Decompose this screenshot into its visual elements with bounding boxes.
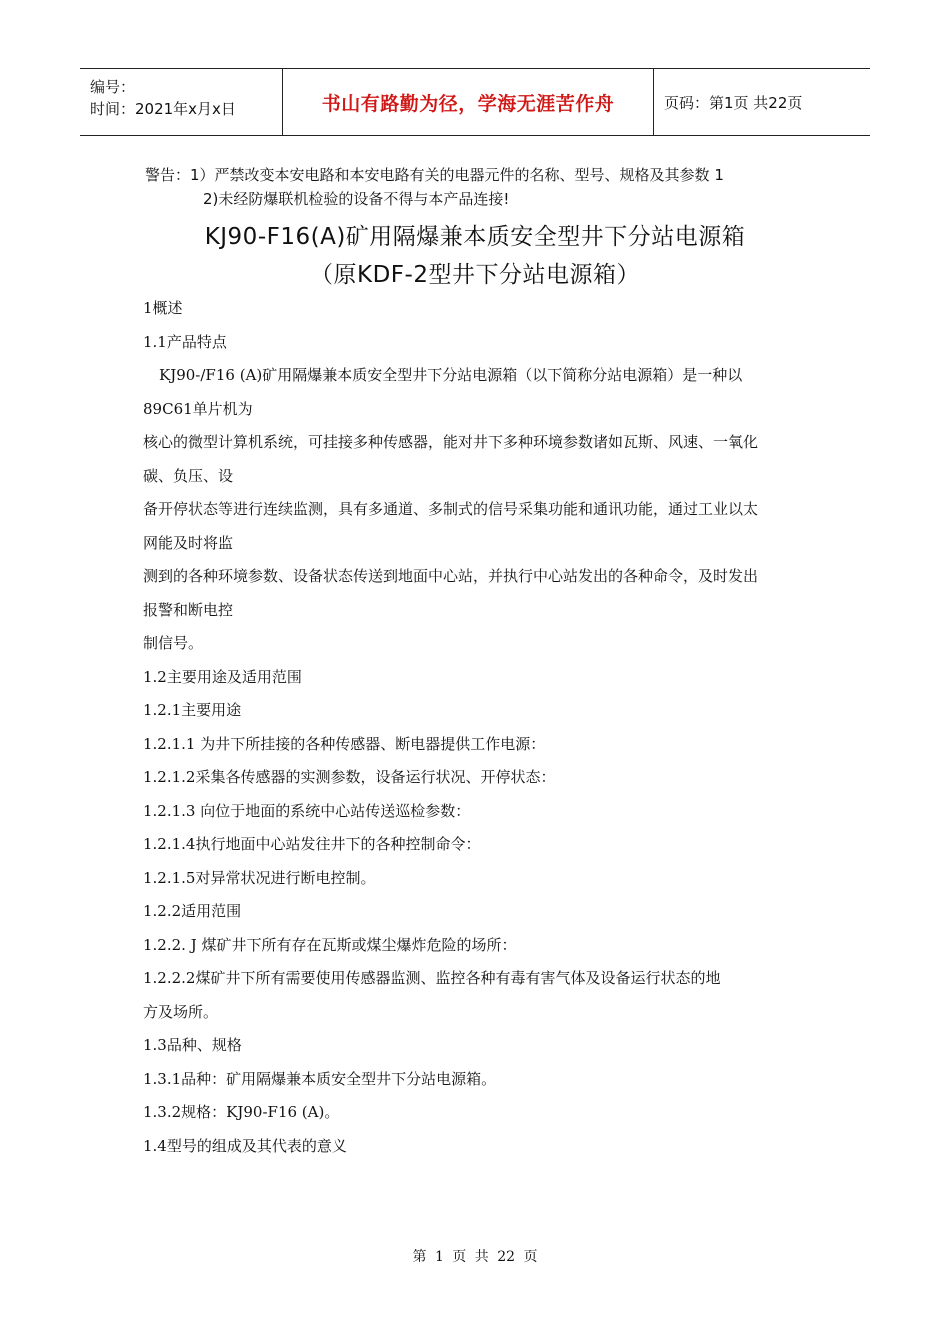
paragraph-line: 1.2.2. J 煤矿井下所有存在瓦斯或煤尘爆炸危险的场所：	[143, 935, 517, 954]
document-title: KJ90-F16(A)矿用隔爆兼本质安全型井下分站电源箱	[204, 224, 746, 250]
paragraph-line: KJ90-/F16 (A)矿用隔爆兼本质安全型井下分站电源箱（以下简称分站电源箱）是一种以	[159, 366, 743, 384]
paragraph-line: 1.2.2.2煤矿井下所有需要使用传感器监测、监控各种有毒有害气体及设备运行状态的地	[143, 969, 721, 987]
paragraph-line: 1.2主要用途及适用范围	[143, 667, 302, 686]
paragraph-line: 1.2.2适用范围	[143, 902, 242, 920]
paragraph-line: 1.3品种、规格	[143, 1036, 242, 1054]
paragraph-line: 1.3.2规格：KJ90-F16 (A)。	[143, 1103, 340, 1121]
page-info: 页码：第1页 共22页	[664, 93, 803, 112]
paragraph-line: 测到的各种环境参数、设备状态传送到地面中心站，并执行中心站发出的各种命令，及时发出	[143, 567, 759, 585]
paragraph-line: 碳、负压、设	[143, 466, 234, 485]
paragraph-line: 核心的微型计算机系统，可挂接多种传感器，能对井下多种环境参数诸如瓦斯、风速、一氧化	[143, 433, 759, 451]
paragraph-line: 报警和断电控	[143, 600, 234, 619]
header-page-cell	[654, 69, 870, 135]
paragraph-line: 1.2.1.1 为井下所挂接的各种传感器、断电器提供工作电源：	[143, 734, 546, 753]
page-footer: 第 1 页 共 22 页	[412, 1249, 538, 1265]
header-table	[80, 68, 870, 136]
paragraph-line: 1概述	[143, 299, 183, 317]
header-motto-cell	[282, 69, 654, 135]
paragraph-line: 1.4型号的组成及其代表的意义	[143, 1136, 347, 1155]
document-body	[143, 292, 811, 1163]
paragraph-line: 方及场所。	[143, 1002, 219, 1021]
paragraph-line: 1.1产品特点	[143, 332, 227, 351]
paragraph-line: 1.2.1主要用途	[143, 701, 242, 719]
warning-block	[145, 163, 724, 211]
warning-line-2: 2)未经防爆联机检验的设备不得与本产品连接!	[203, 190, 510, 208]
document-number-label: 编号：	[90, 78, 136, 96]
paragraph-line: 网能及时将监	[143, 533, 234, 552]
motto-text: 书山有路勤为径，学海无涯苦作舟	[321, 92, 615, 115]
header-left-cell	[80, 69, 282, 135]
paragraph-line: 备开停状态等进行连续监测，具有多通道、多制式的信号采集功能和通讯功能，通过工业以太	[143, 500, 759, 518]
paragraph-line: 1.3.1品种：矿用隔爆兼本质安全型井下分站电源箱。	[143, 1069, 497, 1088]
paragraph-line: 89C61单片机为	[143, 399, 253, 418]
document-date: 时间：2021年x月x日	[90, 100, 236, 118]
paragraph-line: 1.2.1.4执行地面中心站发往井下的各种控制命令：	[143, 835, 481, 853]
paragraph-line: 1.2.1.3 向位于地面的系统中心站传送巡检参数：	[143, 801, 471, 820]
paragraph-line: 1.2.1.5对异常状况进行断电控制。	[143, 868, 376, 887]
warning-line-1: 警告：1）严禁改变本安电路和本安电路有关的电器元件的名称、型号、规格及其参数 1	[145, 166, 724, 184]
paragraph-line: 制信号。	[143, 634, 204, 652]
paragraph-line: 1.2.1.2采集各传感器的实测参数，设备运行状况、开停状态：	[143, 768, 556, 786]
document-subtitle: （原KDF-2型井下分站电源箱）	[310, 262, 640, 288]
